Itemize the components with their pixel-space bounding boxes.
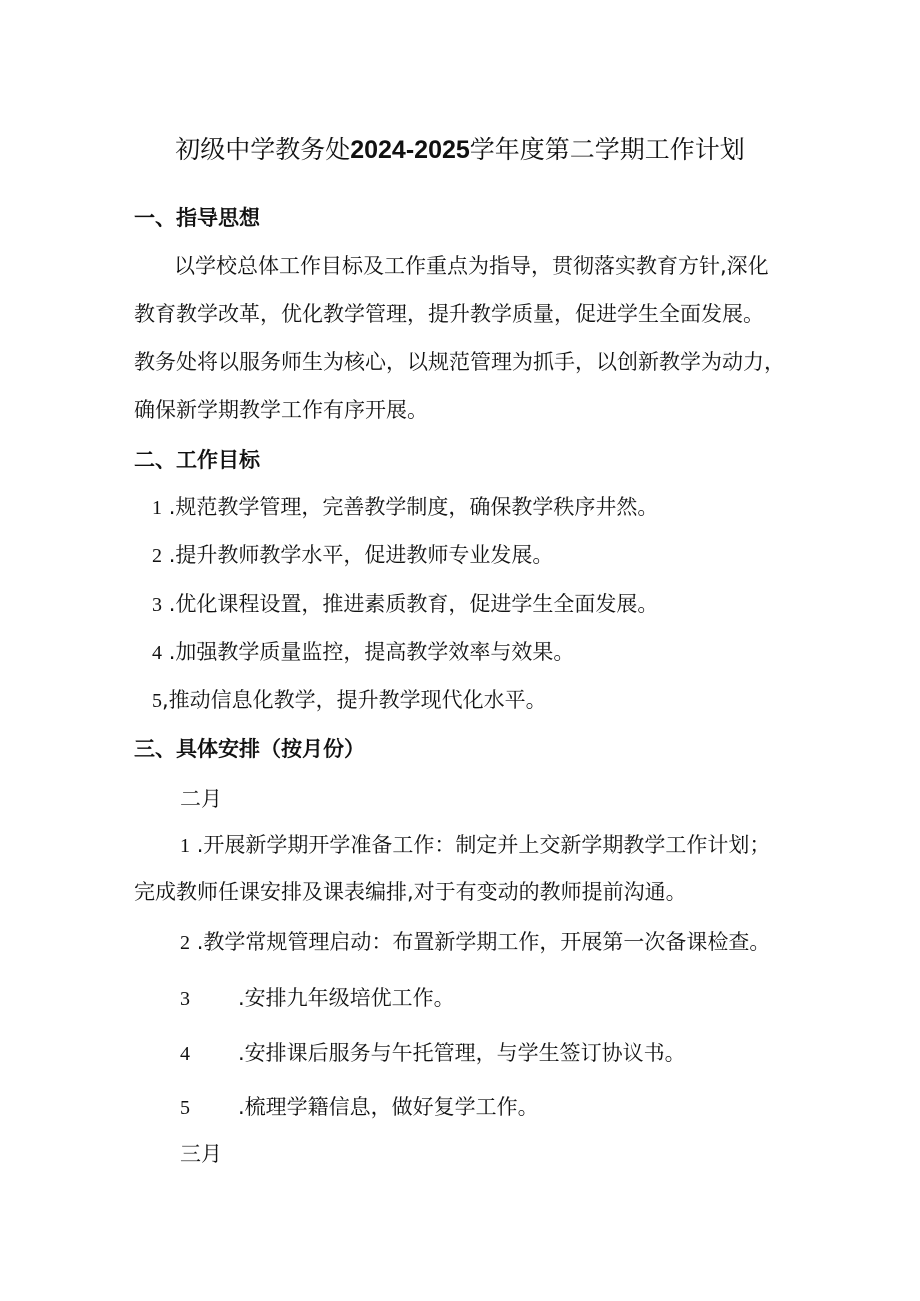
list-number: 3 — [152, 594, 162, 616]
list-text: .优化课程设置，推进素质教育，促进学生全面发展。 — [168, 592, 659, 616]
list-text: .教学常规管理启动：布置新学期工作，开展第一次备课检查。 — [196, 930, 771, 954]
list-item — [152, 636, 574, 669]
list-number: 2 — [152, 545, 162, 567]
list-item — [152, 588, 658, 621]
list-text: ,推动信息化教学，提升教学现代化水平。 — [162, 688, 547, 712]
list-item — [152, 539, 553, 572]
list-text: .安排课后服务与午托管理，与学生签订协议书。 — [238, 1041, 686, 1065]
list-item — [180, 982, 455, 1015]
list-number: 5 — [152, 690, 162, 712]
paragraph-line: 确保新学期教学工作有序开展。 — [134, 398, 428, 422]
list-text: .规范教学管理，完善教学制度，确保教学秩序井然。 — [168, 495, 659, 519]
list-item — [180, 1091, 539, 1124]
section-heading-goals: 二、工作目标 — [134, 448, 260, 472]
list-item — [180, 829, 770, 862]
month-label-feb: 二月 — [180, 787, 222, 811]
list-text: .加强教学质量监控，提高教学效率与效果。 — [168, 640, 575, 664]
paragraph-line: 以学校总体工作目标及工作重点为指导，贯彻落实教育方针,深化 — [174, 254, 769, 278]
section-heading-guiding: 一、指导思想 — [134, 206, 260, 230]
list-number: 1 — [180, 835, 190, 857]
paragraph-line: 教务处将以服务师生为核心，以规范管理为抓手，以创新教学为动力， — [134, 350, 785, 374]
page-title — [0, 130, 920, 170]
list-number: 2 — [180, 932, 190, 954]
list-item — [180, 926, 770, 959]
month-label-mar: 三月 — [180, 1142, 222, 1166]
list-number: 4 — [152, 642, 162, 664]
list-number: 5 — [180, 1097, 190, 1119]
list-text: .安排九年级培优工作。 — [238, 986, 455, 1010]
list-number: 3 — [180, 988, 190, 1010]
title-prefix: 初级中学教务处 — [175, 135, 351, 164]
list-item-continuation: 完成教师任课安排及课表编排,对于有变动的教师提前沟通。 — [134, 880, 687, 904]
list-item — [152, 684, 547, 717]
section-heading-schedule: 三、具体安排（按月份） — [134, 737, 365, 761]
title-suffix: 学年度第二学期工作计划 — [469, 135, 745, 164]
list-text: .梳理学籍信息，做好复学工作。 — [238, 1095, 539, 1119]
list-text: .提升教师教学水平，促进教师专业发展。 — [168, 543, 554, 567]
list-number: 4 — [180, 1043, 190, 1065]
list-item — [180, 1037, 686, 1070]
paragraph-line: 教育教学改革，优化教学管理，提升教学质量，促进学生全面发展。 — [134, 302, 764, 326]
list-number: 1 — [152, 497, 162, 519]
list-item — [152, 491, 658, 524]
list-text: .开展新学期开学准备工作：制定并上交新学期教学工作计划； — [196, 833, 771, 857]
title-year: 2024-2025 — [350, 136, 470, 164]
